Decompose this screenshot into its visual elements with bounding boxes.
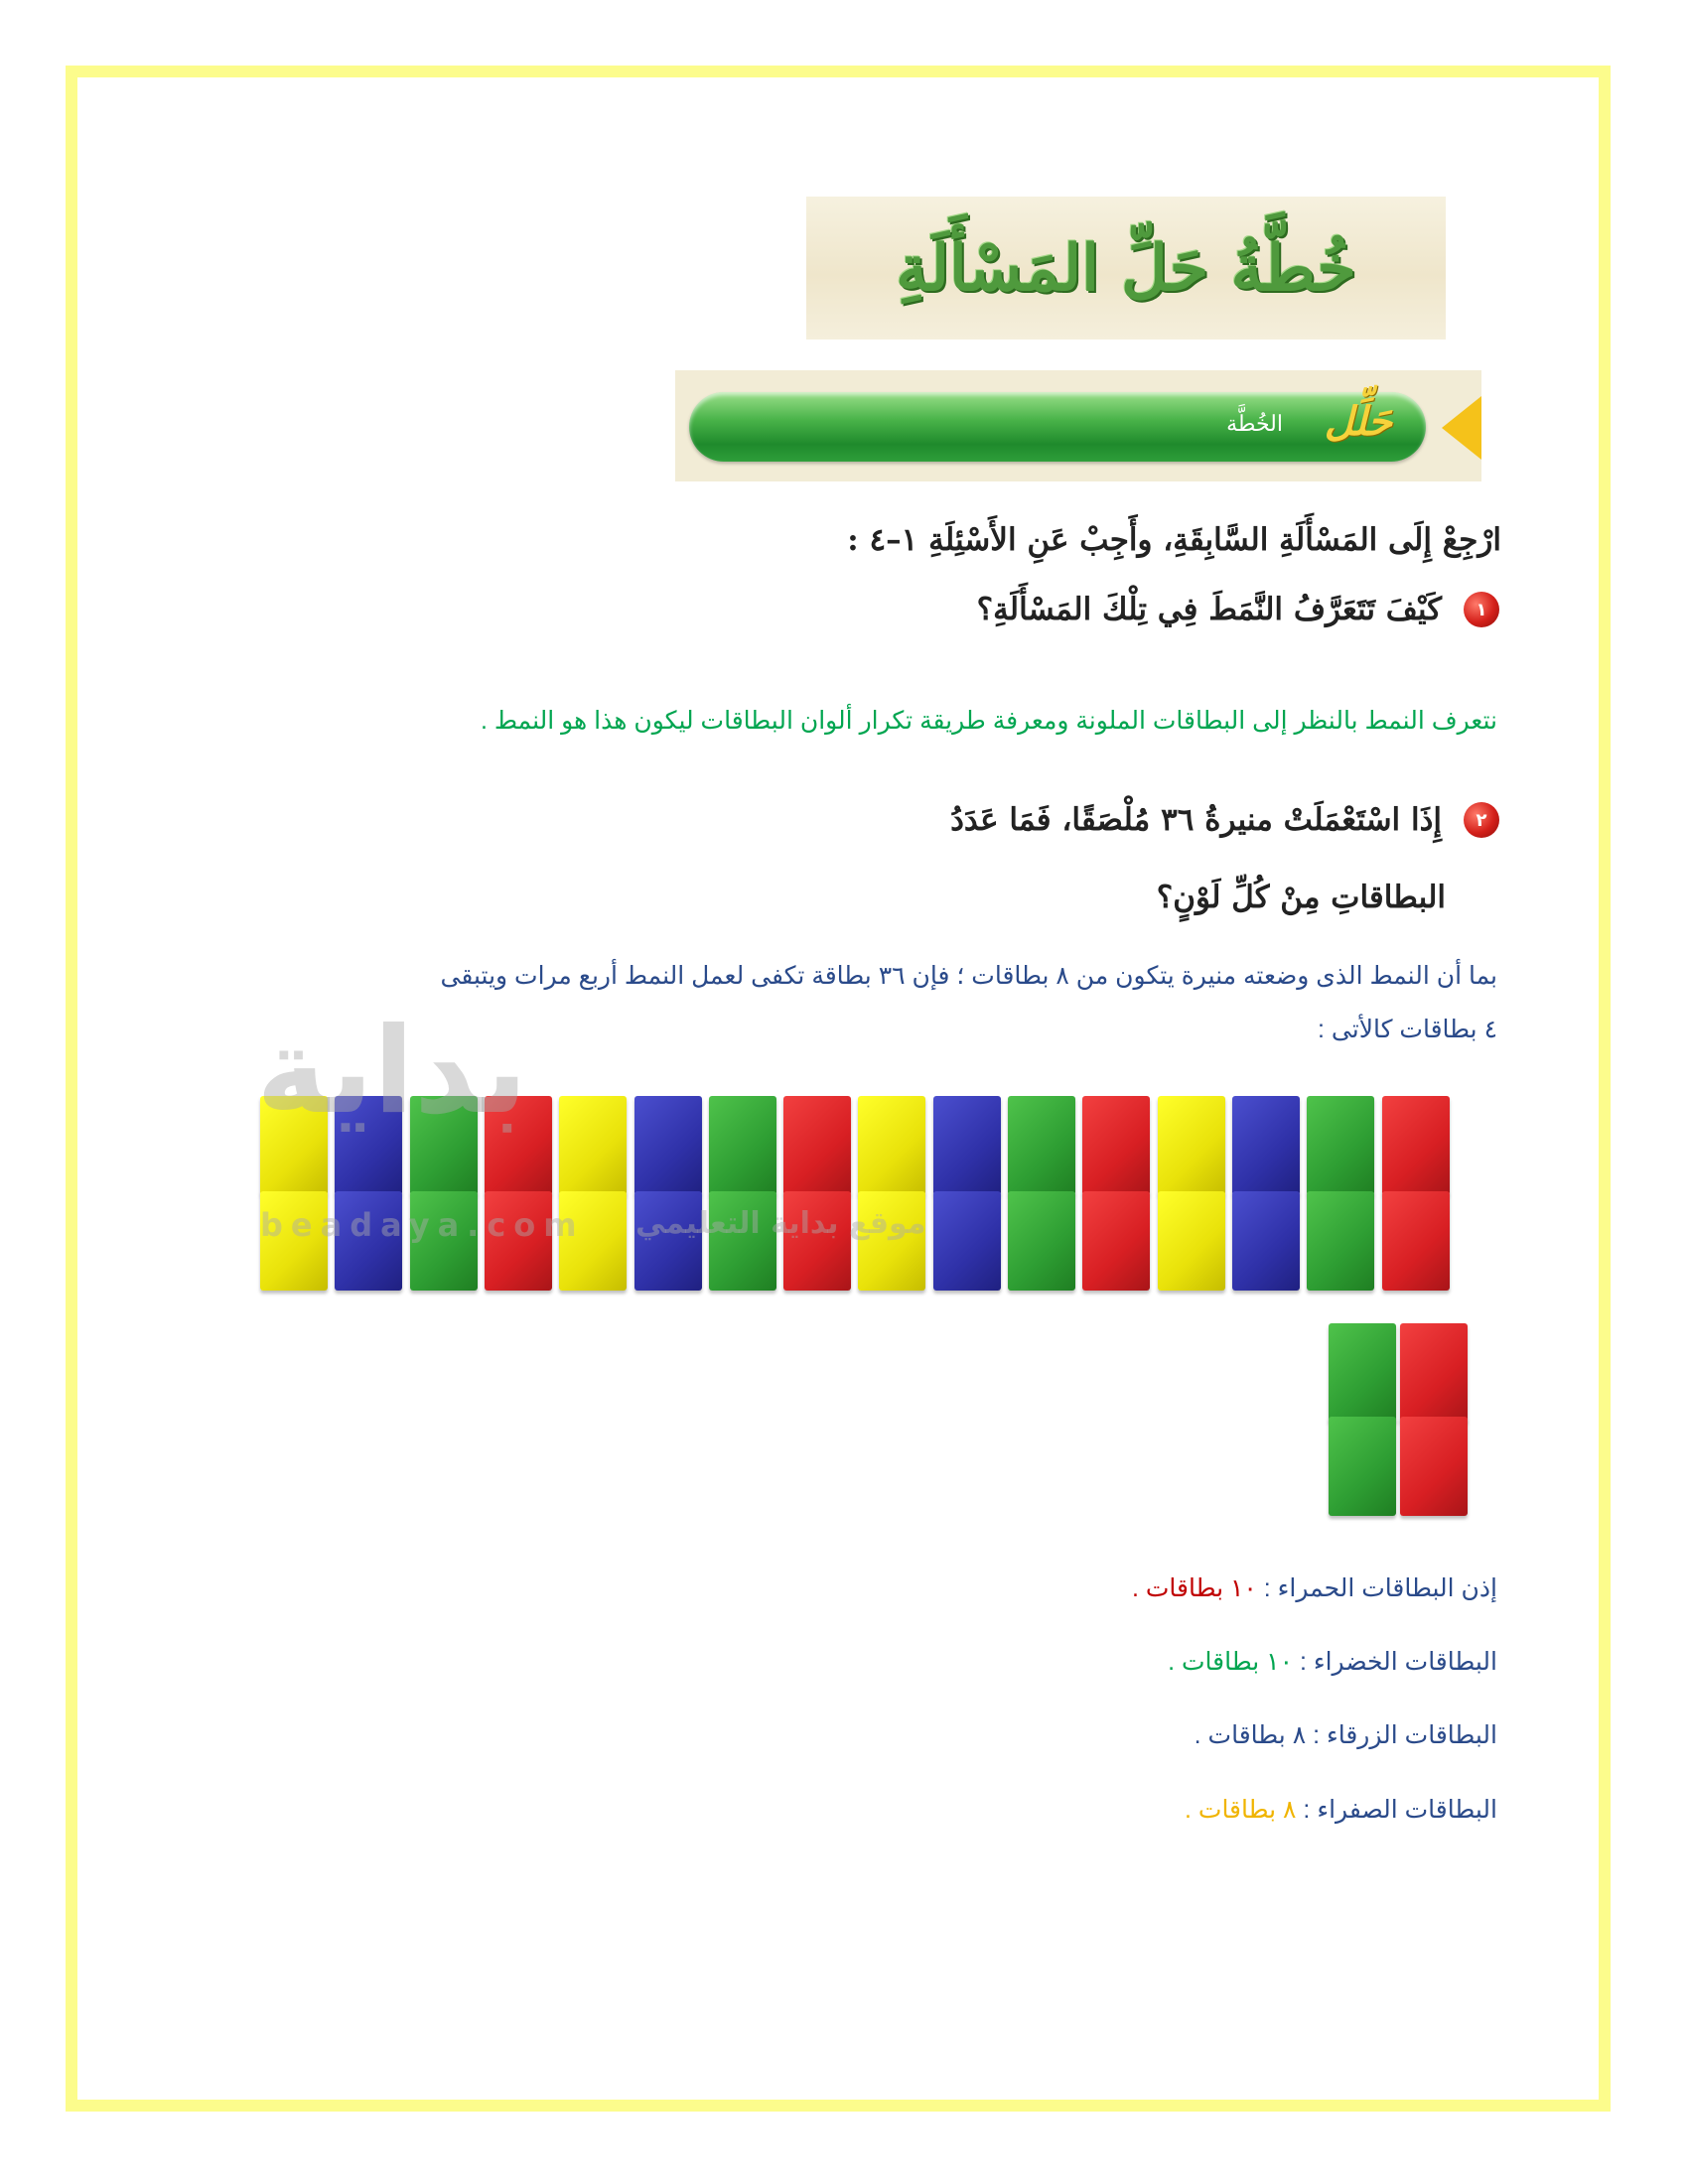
summary-line: [1132, 1573, 1497, 1603]
card-green: [709, 1096, 776, 1195]
card-red: [1382, 1096, 1450, 1195]
card-blue: [1232, 1191, 1300, 1291]
leftover-card-green: [1329, 1417, 1396, 1516]
card-blue: [634, 1096, 702, 1195]
section-bar: [689, 392, 1426, 462]
card-green: [1307, 1096, 1374, 1195]
card-yellow: [1158, 1096, 1225, 1195]
answer-2-line-2: ٤ بطاقات كالأتى :: [1318, 1016, 1497, 1043]
card-yellow: [1158, 1191, 1225, 1291]
card-blue: [1232, 1096, 1300, 1195]
summary-value: ٨ بطاقات .: [1194, 1721, 1307, 1749]
card-red: [1382, 1191, 1450, 1291]
card-red: [1082, 1096, 1150, 1195]
question-text-line-2: البطاقاتِ مِنْ كُلِّ لَوْنٍ؟: [1156, 880, 1446, 915]
question-text-line-1: إِذَا اسْتَعْمَلَتْ منيرةُ ٣٦ مُلْصَقًا، فَمَا عَدَدُ: [950, 802, 1442, 838]
answer-2-line-1: بما أن النمط الذى وضعته منيرة يتكون من ٨ بطاقات ؛ فإن ٣٦ بطاقة تكفى لعمل النمط أربع مرات ويتبقى: [440, 962, 1497, 990]
question-text: كَيْفَ تَتَعَرَّفُ النَّمَطَ فِي تِلْكَ المَسْأَلَةِ؟: [976, 592, 1442, 627]
section-arrow-icon: [1442, 396, 1481, 460]
card-yellow: [858, 1096, 925, 1195]
watermark-latin: beadaya.com: [260, 1206, 585, 1244]
leftover-card-red: [1400, 1323, 1468, 1423]
card-blue: [933, 1096, 1001, 1195]
card-green: [1307, 1191, 1374, 1291]
summary-label: البطاقات الصفراء :: [1296, 1796, 1497, 1824]
watermark-arabic: بداية: [256, 1003, 528, 1141]
summary-line: [1195, 1720, 1497, 1750]
question-1: [977, 592, 1499, 627]
page-title: خُطَّةُ حَلِّ المَسْأَلَةِ: [896, 230, 1356, 306]
watermark-site: موقع بداية التعليمي: [635, 1206, 926, 1241]
summary-line: [1185, 1795, 1497, 1825]
card-yellow: [559, 1096, 627, 1195]
section-title: حَلِّل: [1324, 398, 1392, 445]
summary-label: البطاقات الخضراء :: [1293, 1648, 1497, 1676]
title-banner: [806, 197, 1446, 340]
summary-line: [1168, 1647, 1497, 1677]
card-blue: [933, 1191, 1001, 1291]
leftover-card-green: [1329, 1323, 1396, 1423]
card-green: [1008, 1096, 1075, 1195]
summary-value: ١٠ بطاقات .: [1168, 1648, 1293, 1676]
summary-value: ١٠ بطاقات .: [1131, 1574, 1257, 1602]
card-red: [783, 1096, 851, 1195]
answer-1: نتعرف النمط بالنظر إلى البطاقات الملونة ومعرفة طريقة تكرار ألوان البطاقات ليكون هذا هو النمط .: [481, 707, 1497, 735]
question-2: [950, 802, 1499, 838]
summary-label: إذن البطاقات الحمراء :: [1256, 1574, 1497, 1602]
summary-label: البطاقات الزرقاء :: [1306, 1721, 1497, 1749]
question-number-badge: ٢: [1464, 802, 1499, 838]
card-green: [1008, 1191, 1075, 1291]
instruction: ارْجِعْ إِلَى المَسْأَلَةِ السَّابِقَةِ، وأَجِبْ عَنِ الأَسْئِلَةِ ١–٤ :: [847, 522, 1501, 558]
summary-value: ٨ بطاقات .: [1185, 1796, 1297, 1824]
section-subtitle: الخُطَّة: [1226, 412, 1283, 437]
question-number-badge: ١: [1464, 592, 1499, 627]
leftover-card-red: [1400, 1417, 1468, 1516]
card-red: [1082, 1191, 1150, 1291]
section-header: [675, 370, 1481, 481]
